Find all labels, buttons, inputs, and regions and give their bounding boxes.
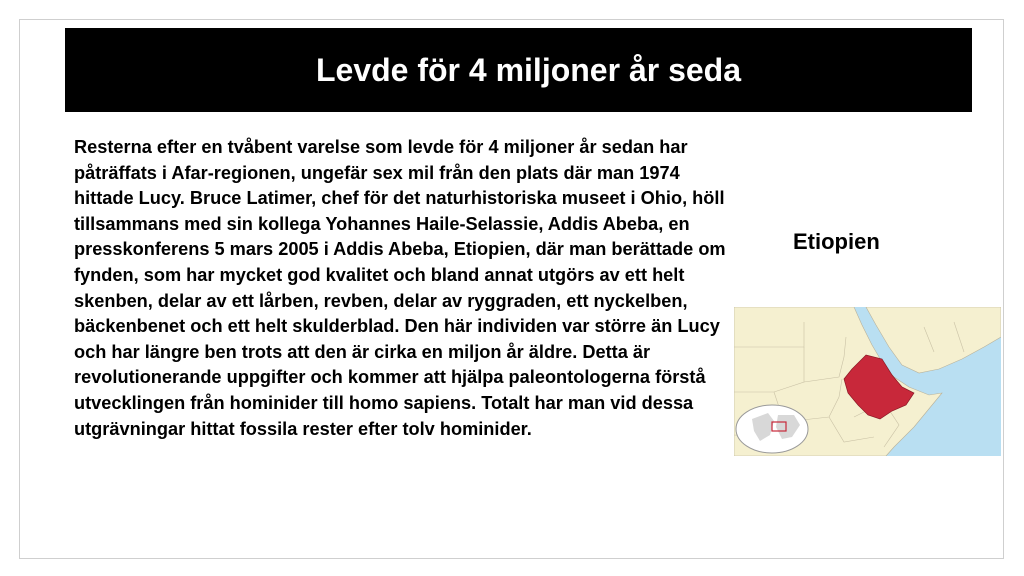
body-paragraph: Resterna efter en tvåbent varelse som levde för 4 miljoner år sedan har påträffats i Afar-regionen, ungefär sex mil från den plats där man 1974 hittade Lucy. Bruce Latimer, chef för det naturhistoriska museet i Ohio, höll tillsammans med sin kollega Yohannes Haile-Selassie, Addis Abeba, en presskonferens 5 mars 2005 i Addis Abeba, Etiopien, där man berättade om fynden, som har mycket god kvalitet och bland annat utgörs av ett helt skenben, delar av ett lårben, revben, delar av ryggraden, ett nyckelben, bäckenbenet och ett helt skulderblad. Den här individen var större än Lucy och har längre ben trots att den är cirka en miljon år äldre. Detta är revolutionerande uppgifter och kommer att hjälpa paleontologerna förstå utvecklingen från hominider till homo sapiens. Totalt har man vid dessa utgrävningar hittat fossila rester efter tolv hominider. <box>74 137 726 439</box>
title-bar <box>65 28 972 112</box>
slide <box>19 19 1004 559</box>
map-label: Etiopien <box>793 229 880 254</box>
slide-title: Levde för 4 miljoner år seda <box>315 51 742 88</box>
ethiopia-locator-map <box>734 307 1001 456</box>
globe-inset <box>736 405 808 453</box>
